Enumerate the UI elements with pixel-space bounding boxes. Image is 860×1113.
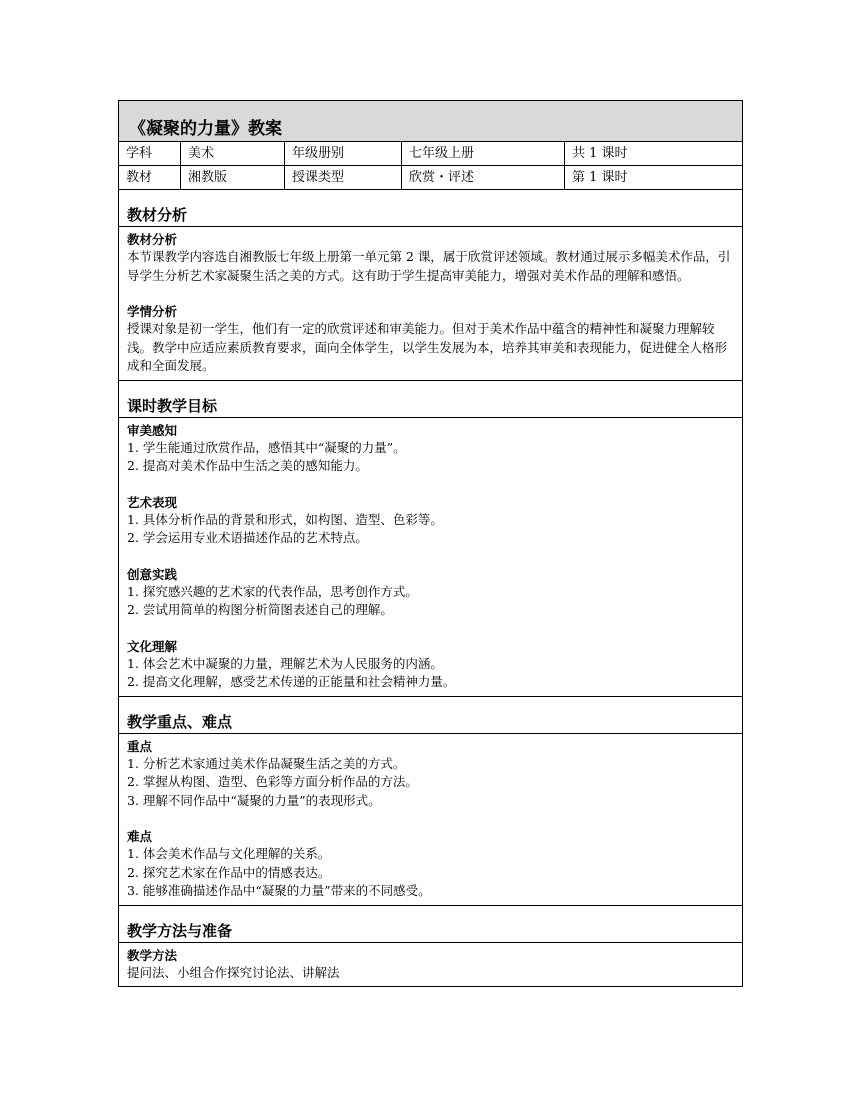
info-cell: 美术 <box>181 142 285 165</box>
lesson-plan-table <box>118 100 743 987</box>
info-cell: 七年级上册 <box>402 142 565 165</box>
paragraph: 授课对象是初一学生，他们有一定的欣赏评述和审美能力。但对于美术作品中蕴含的精神性和凝聚力理解较浅。教学中应适应素质教育要求，面向全体学生，以学生发展为本，培养其审美和表现能力，促进健全人格形成和全面发展。 <box>127 321 728 373</box>
subheading: 文化理解 <box>127 638 178 654</box>
document-title: 《凝聚的力量》教案 <box>119 101 742 142</box>
list-item: 3. 理解不同作品中“凝聚的力量”的表现形式。 <box>127 792 381 808</box>
subheading: 学情分析 <box>127 304 178 319</box>
subheading: 审美感知 <box>127 422 178 438</box>
section-heading-keypoints: 教学重点、难点 <box>119 697 742 734</box>
section-heading-methods: 教学方法与准备 <box>119 906 742 943</box>
subheading: 难点 <box>127 829 153 844</box>
subheading: 教材分析 <box>127 232 178 247</box>
info-cell: 授课类型 <box>285 166 402 189</box>
list-item: 1. 体会艺术中凝聚的力量，理解艺术为人民服务的内涵。 <box>127 655 443 671</box>
list-item: 2. 尝试用简单的构图分析简图表述自己的理解。 <box>127 602 393 617</box>
info-cell: 欣赏・评述 <box>402 166 565 189</box>
subheading: 艺术表现 <box>127 494 178 510</box>
info-cell: 年级册别 <box>285 142 402 165</box>
subheading: 创意实践 <box>127 566 178 582</box>
list-item: 2. 提高对美术作品中生活之美的感知能力。 <box>127 458 368 473</box>
info-cell: 教材 <box>119 166 181 189</box>
list-item: 2. 学会运用专业术语描述作品的艺术特点。 <box>127 530 368 545</box>
section-heading-analysis: 教材分析 <box>119 190 742 227</box>
section-heading-goals: 课时教学目标 <box>119 381 742 418</box>
list-item: 1. 学生能通过欣赏作品，感悟其中“凝聚的力量”。 <box>127 439 406 455</box>
paragraph: 本节课教学内容选自湘教版七年级上册第一单元第 2 课，属于欣赏评述领域。教材通过展示多幅美术作品，引导学生分析艺术家凝聚生活之美的方式。这有助于学生提高审美能力，增强对美术作品的理解和感悟。 <box>127 249 731 283</box>
subheading: 重点 <box>127 738 153 754</box>
info-cell: 湘教版 <box>181 166 285 189</box>
paragraph: 提问法、小组合作探究讨论法、讲解法 <box>127 964 340 980</box>
section-body-methods <box>119 943 742 987</box>
list-item: 2. 提高文化理解，感受艺术传递的正能量和社会精神力量。 <box>127 674 456 689</box>
list-item: 3. 能够准确描述作品中“凝聚的力量”带来的不同感受。 <box>127 883 431 898</box>
list-item: 2. 探究艺术家在作品中的情感表达。 <box>127 864 331 880</box>
info-row <box>119 142 742 166</box>
info-row <box>119 166 742 190</box>
info-cell: 第 1 课时 <box>572 170 628 185</box>
list-item: 2. 掌握从构图、造型、色彩等方面分析作品的方法。 <box>127 774 418 789</box>
list-item: 1. 分析艺术家通过美术作品凝聚生活之美的方式。 <box>127 755 406 771</box>
info-cell: 学科 <box>119 142 181 165</box>
list-item: 1. 体会美术作品与文化理解的关系。 <box>127 846 331 861</box>
section-body-keypoints <box>119 734 742 906</box>
info-cell: 共 1 课时 <box>572 146 628 161</box>
section-body-goals <box>119 418 742 697</box>
list-item: 1. 具体分析作品的背景和形式，如构图、造型、色彩等。 <box>127 511 443 527</box>
subheading: 教学方法 <box>127 947 178 963</box>
list-item: 1. 探究感兴趣的艺术家的代表作品，思考创作方式。 <box>127 583 418 599</box>
section-body-analysis <box>119 227 742 381</box>
